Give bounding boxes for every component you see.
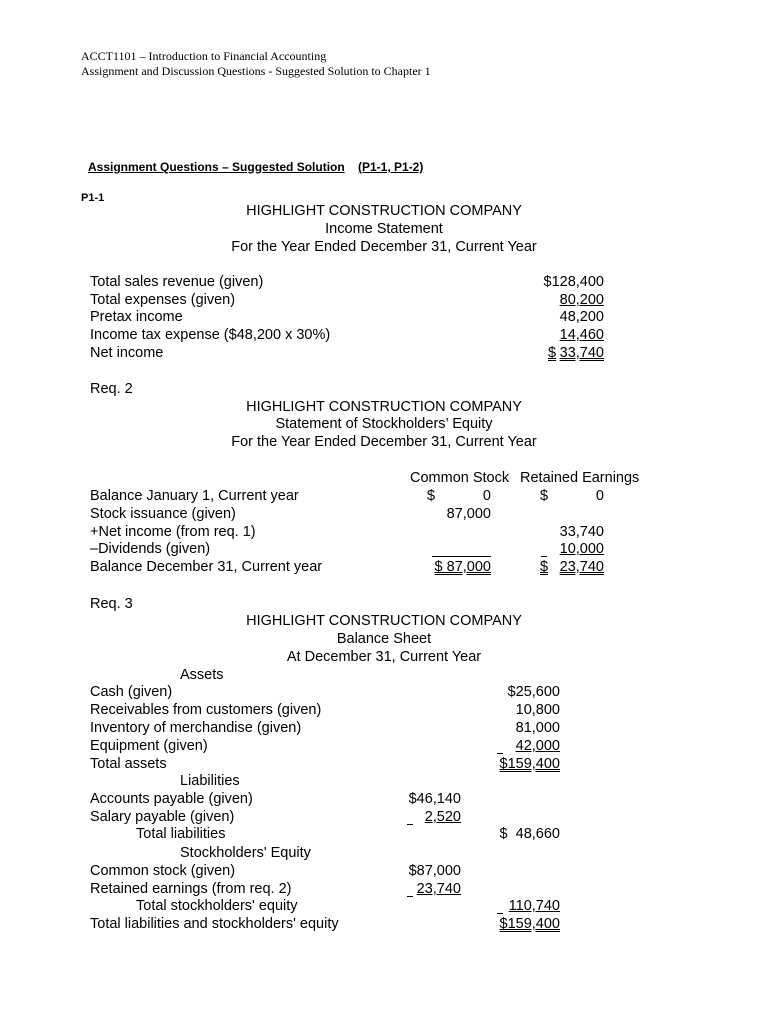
total-assets-value: $159,400 bbox=[499, 756, 560, 772]
req3-title: Balance Sheet bbox=[336, 631, 432, 647]
liability-label: Accounts payable (given) bbox=[90, 791, 253, 807]
equity-value: $87,000 bbox=[408, 863, 461, 879]
doc-header-subtitle: Assignment and Discussion Questions - Suggested Solution to Chapter 1 bbox=[81, 64, 431, 78]
assets-heading: Assets bbox=[180, 667, 224, 683]
is-row-value: 80,200 bbox=[559, 292, 604, 308]
req2-cs-underline bbox=[432, 556, 491, 557]
section-problems: (P1-1, P1-2) bbox=[358, 160, 424, 174]
total-liabilities-label: Total liabilities bbox=[136, 826, 226, 842]
asset-value: $25,600 bbox=[507, 684, 560, 700]
is-period: For the Year Ended December 31, Current Year bbox=[231, 239, 537, 255]
is-title: Income Statement bbox=[325, 221, 443, 237]
equity-value: 23,740 bbox=[416, 881, 461, 897]
req2-col-common-stock: Common Stock bbox=[410, 470, 510, 486]
liability-value: 2,520 bbox=[424, 809, 461, 825]
req2-title: Statement of Stockholders’ Equity bbox=[275, 416, 493, 432]
total-liabilities-value: $ 48,660 bbox=[499, 826, 560, 842]
asset-value: 81,000 bbox=[515, 720, 560, 736]
asset-value: 42,000 bbox=[515, 738, 560, 754]
equity-label: Retained earnings (from req. 2) bbox=[90, 881, 292, 897]
req2-cs-value: 0 bbox=[482, 488, 491, 504]
liabilities-heading: Liabilities bbox=[180, 773, 240, 789]
asset-value: 10,800 bbox=[515, 702, 560, 718]
asset-label: Inventory of merchandise (given) bbox=[90, 720, 302, 736]
req3-company: HIGHLIGHT CONSTRUCTION COMPANY bbox=[246, 613, 522, 629]
req2-cs-value: 87,000 bbox=[446, 506, 491, 522]
req2-re-dollar: $ bbox=[540, 559, 549, 575]
req3-period: At December 31, Current Year bbox=[286, 649, 482, 665]
liability-label: Salary payable (given) bbox=[90, 809, 235, 825]
req2-col-retained-earnings: Retained Earnings bbox=[520, 470, 640, 486]
req2-row-label: Balance January 1, Current year bbox=[90, 488, 299, 504]
is-net-dollar: $ bbox=[548, 345, 557, 361]
total-le-value: $159,400 bbox=[499, 916, 560, 932]
liability-value: $46,140 bbox=[408, 791, 461, 807]
asset-label: Total assets bbox=[90, 756, 167, 772]
req2-re-value: 33,740 bbox=[559, 524, 604, 540]
req2-cs-dollar: $ bbox=[427, 488, 436, 504]
req2-re-value: 0 bbox=[595, 488, 604, 504]
req2-label: Req. 2 bbox=[90, 381, 133, 397]
asset-label: Cash (given) bbox=[90, 684, 173, 700]
req2-row-label: Balance December 31, Current year bbox=[90, 559, 323, 575]
req2-row-label: –Dividends (given) bbox=[90, 541, 211, 557]
section-heading: Assignment Questions – Suggested Solution bbox=[88, 160, 345, 174]
total-le-label: Total liabilities and stockholders' equity bbox=[90, 916, 339, 932]
req2-row-label: Stock issuance (given) bbox=[90, 506, 236, 522]
equity-heading: Stockholders' Equity bbox=[180, 845, 311, 861]
req2-re-total: 23,740 bbox=[559, 559, 604, 575]
req2-row-label: +Net income (from req. 1) bbox=[90, 524, 256, 540]
equity-label: Common stock (given) bbox=[90, 863, 236, 879]
is-row-label: Total expenses (given) bbox=[90, 292, 236, 308]
total-equity-value: 110,740 bbox=[508, 898, 560, 914]
req2-re-value: 10,000 bbox=[559, 541, 604, 557]
is-row-value: 33,740 bbox=[559, 345, 604, 361]
doc-header-course: ACCT1101 – Introduction to Financial Accounting bbox=[81, 49, 327, 63]
asset-label: Equipment (given) bbox=[90, 738, 208, 754]
total-equity-label: Total stockholders' equity bbox=[136, 898, 298, 914]
is-company: HIGHLIGHT CONSTRUCTION COMPANY bbox=[246, 203, 522, 219]
is-row-label: Total sales revenue (given) bbox=[90, 274, 264, 290]
is-row-label: Net income bbox=[90, 345, 164, 361]
req2-period: For the Year Ended December 31, Current Year bbox=[231, 434, 537, 450]
asset-label: Receivables from customers (given) bbox=[90, 702, 322, 718]
is-row-label: Income tax expense ($48,200 x 30%) bbox=[90, 327, 331, 343]
is-row-label: Pretax income bbox=[90, 309, 183, 325]
req3-label: Req. 3 bbox=[90, 596, 133, 612]
req2-cs-total: $ 87,000 bbox=[434, 559, 491, 575]
req2-re-dollar: $ bbox=[540, 488, 549, 504]
req2-company: HIGHLIGHT CONSTRUCTION COMPANY bbox=[246, 399, 522, 415]
is-row-value: 48,200 bbox=[559, 309, 604, 325]
is-row-value: 14,460 bbox=[559, 327, 604, 343]
is-row-value: $128,400 bbox=[543, 274, 604, 290]
problem-label: P1-1 bbox=[81, 192, 105, 204]
